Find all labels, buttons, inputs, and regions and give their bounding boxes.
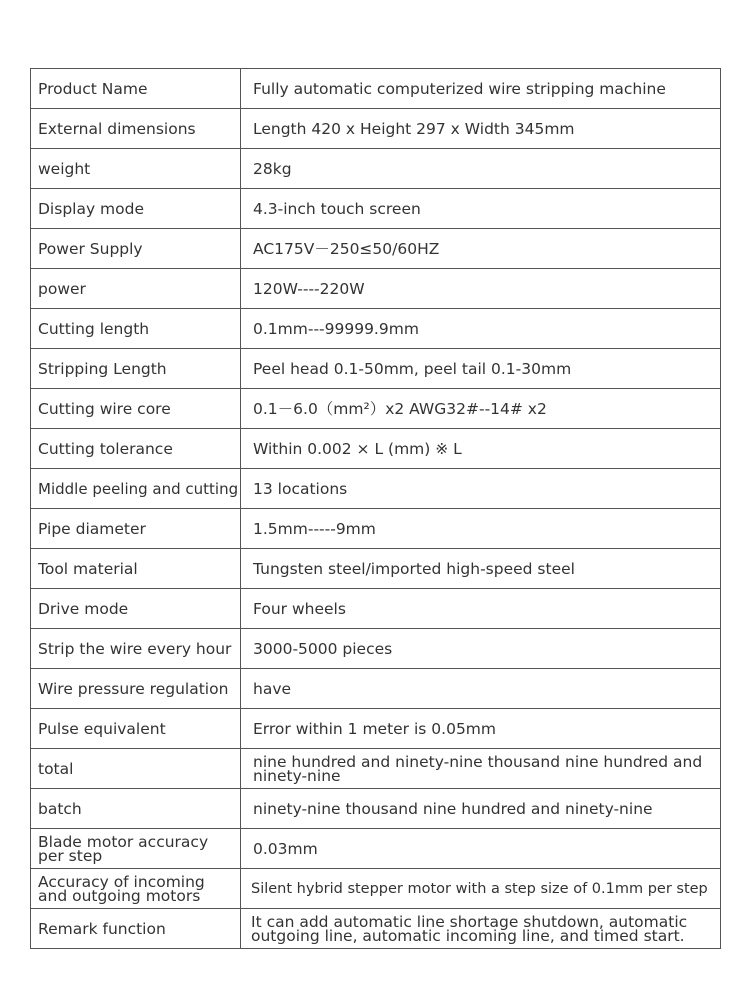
table-row (31, 229, 721, 269)
spec-label: batch (31, 789, 241, 829)
table-row (31, 269, 721, 309)
table-row (31, 749, 721, 789)
spec-label: Product Name (31, 69, 241, 109)
spec-value: 0.03mm (241, 829, 721, 869)
table-row (31, 109, 721, 149)
spec-value: 4.3-inch touch screen (241, 189, 721, 229)
spec-value: AC175V－250≤50/60HZ (241, 229, 721, 269)
spec-value: 13 locations (241, 469, 721, 509)
spec-value: 3000-5000 pieces (241, 629, 721, 669)
spec-label: weight (31, 149, 241, 189)
spec-value: It can add automatic line shortage shutdown, automatic outgoing line, automatic incoming line, and timed start. (241, 909, 721, 949)
table-row (31, 789, 721, 829)
table-row (31, 349, 721, 389)
spec-value: 120W----220W (241, 269, 721, 309)
spec-value: Length 420 x Height 297 x Width 345mm (241, 109, 721, 149)
table-row (31, 909, 721, 949)
spec-value: ninety-nine thousand nine hundred and ninety-nine (241, 789, 721, 829)
spec-value: 0.1－6.0（mm²）x2 AWG32#--14# x2 (241, 389, 721, 429)
table-row (31, 509, 721, 549)
spec-value: Peel head 0.1-50mm, peel tail 0.1-30mm (241, 349, 721, 389)
spec-label: Strip the wire every hour (31, 629, 241, 669)
table-row (31, 709, 721, 749)
spec-value: Tungsten steel/imported high-speed steel (241, 549, 721, 589)
spec-label: Cutting length (31, 309, 241, 349)
spec-label: Drive mode (31, 589, 241, 629)
spec-label: Tool material (31, 549, 241, 589)
spec-value: Error within 1 meter is 0.05mm (241, 709, 721, 749)
spec-label: Stripping Length (31, 349, 241, 389)
spec-value: Fully automatic computerized wire stripping machine (241, 69, 721, 109)
spec-value: 1.5mm-----9mm (241, 509, 721, 549)
spec-label: Middle peeling and cutting (31, 469, 241, 509)
spec-label: total (31, 749, 241, 789)
spec-label: External dimensions (31, 109, 241, 149)
table-row (31, 69, 721, 109)
spec-value: have (241, 669, 721, 709)
table-row (31, 829, 721, 869)
spec-label: Cutting wire core (31, 389, 241, 429)
table-row (31, 629, 721, 669)
table-row (31, 189, 721, 229)
table-row (31, 309, 721, 349)
spec-table (30, 68, 721, 949)
spec-value: Within 0.002 × L (mm) ※ L (241, 429, 721, 469)
spec-label: Pulse equivalent (31, 709, 241, 749)
spec-label: Wire pressure regulation (31, 669, 241, 709)
table-row (31, 869, 721, 909)
spec-label: Accuracy of incoming and outgoing motors (31, 869, 241, 909)
table-row (31, 469, 721, 509)
spec-value: 0.1mm---99999.9mm (241, 309, 721, 349)
spec-label: Power Supply (31, 229, 241, 269)
table-row (31, 389, 721, 429)
spec-value: Silent hybrid stepper motor with a step size of 0.1mm per step (241, 869, 721, 909)
spec-label: power (31, 269, 241, 309)
table-row (31, 549, 721, 589)
table-row (31, 589, 721, 629)
spec-value: Four wheels (241, 589, 721, 629)
spec-value: 28kg (241, 149, 721, 189)
spec-value: nine hundred and ninety-nine thousand nine hundred and ninety-nine (241, 749, 721, 789)
table-row (31, 669, 721, 709)
spec-label: Blade motor accuracy per step (31, 829, 241, 869)
table-row (31, 149, 721, 189)
spec-label: Remark function (31, 909, 241, 949)
spec-label: Cutting tolerance (31, 429, 241, 469)
spec-label: Display mode (31, 189, 241, 229)
table-row (31, 429, 721, 469)
spec-label: Pipe diameter (31, 509, 241, 549)
